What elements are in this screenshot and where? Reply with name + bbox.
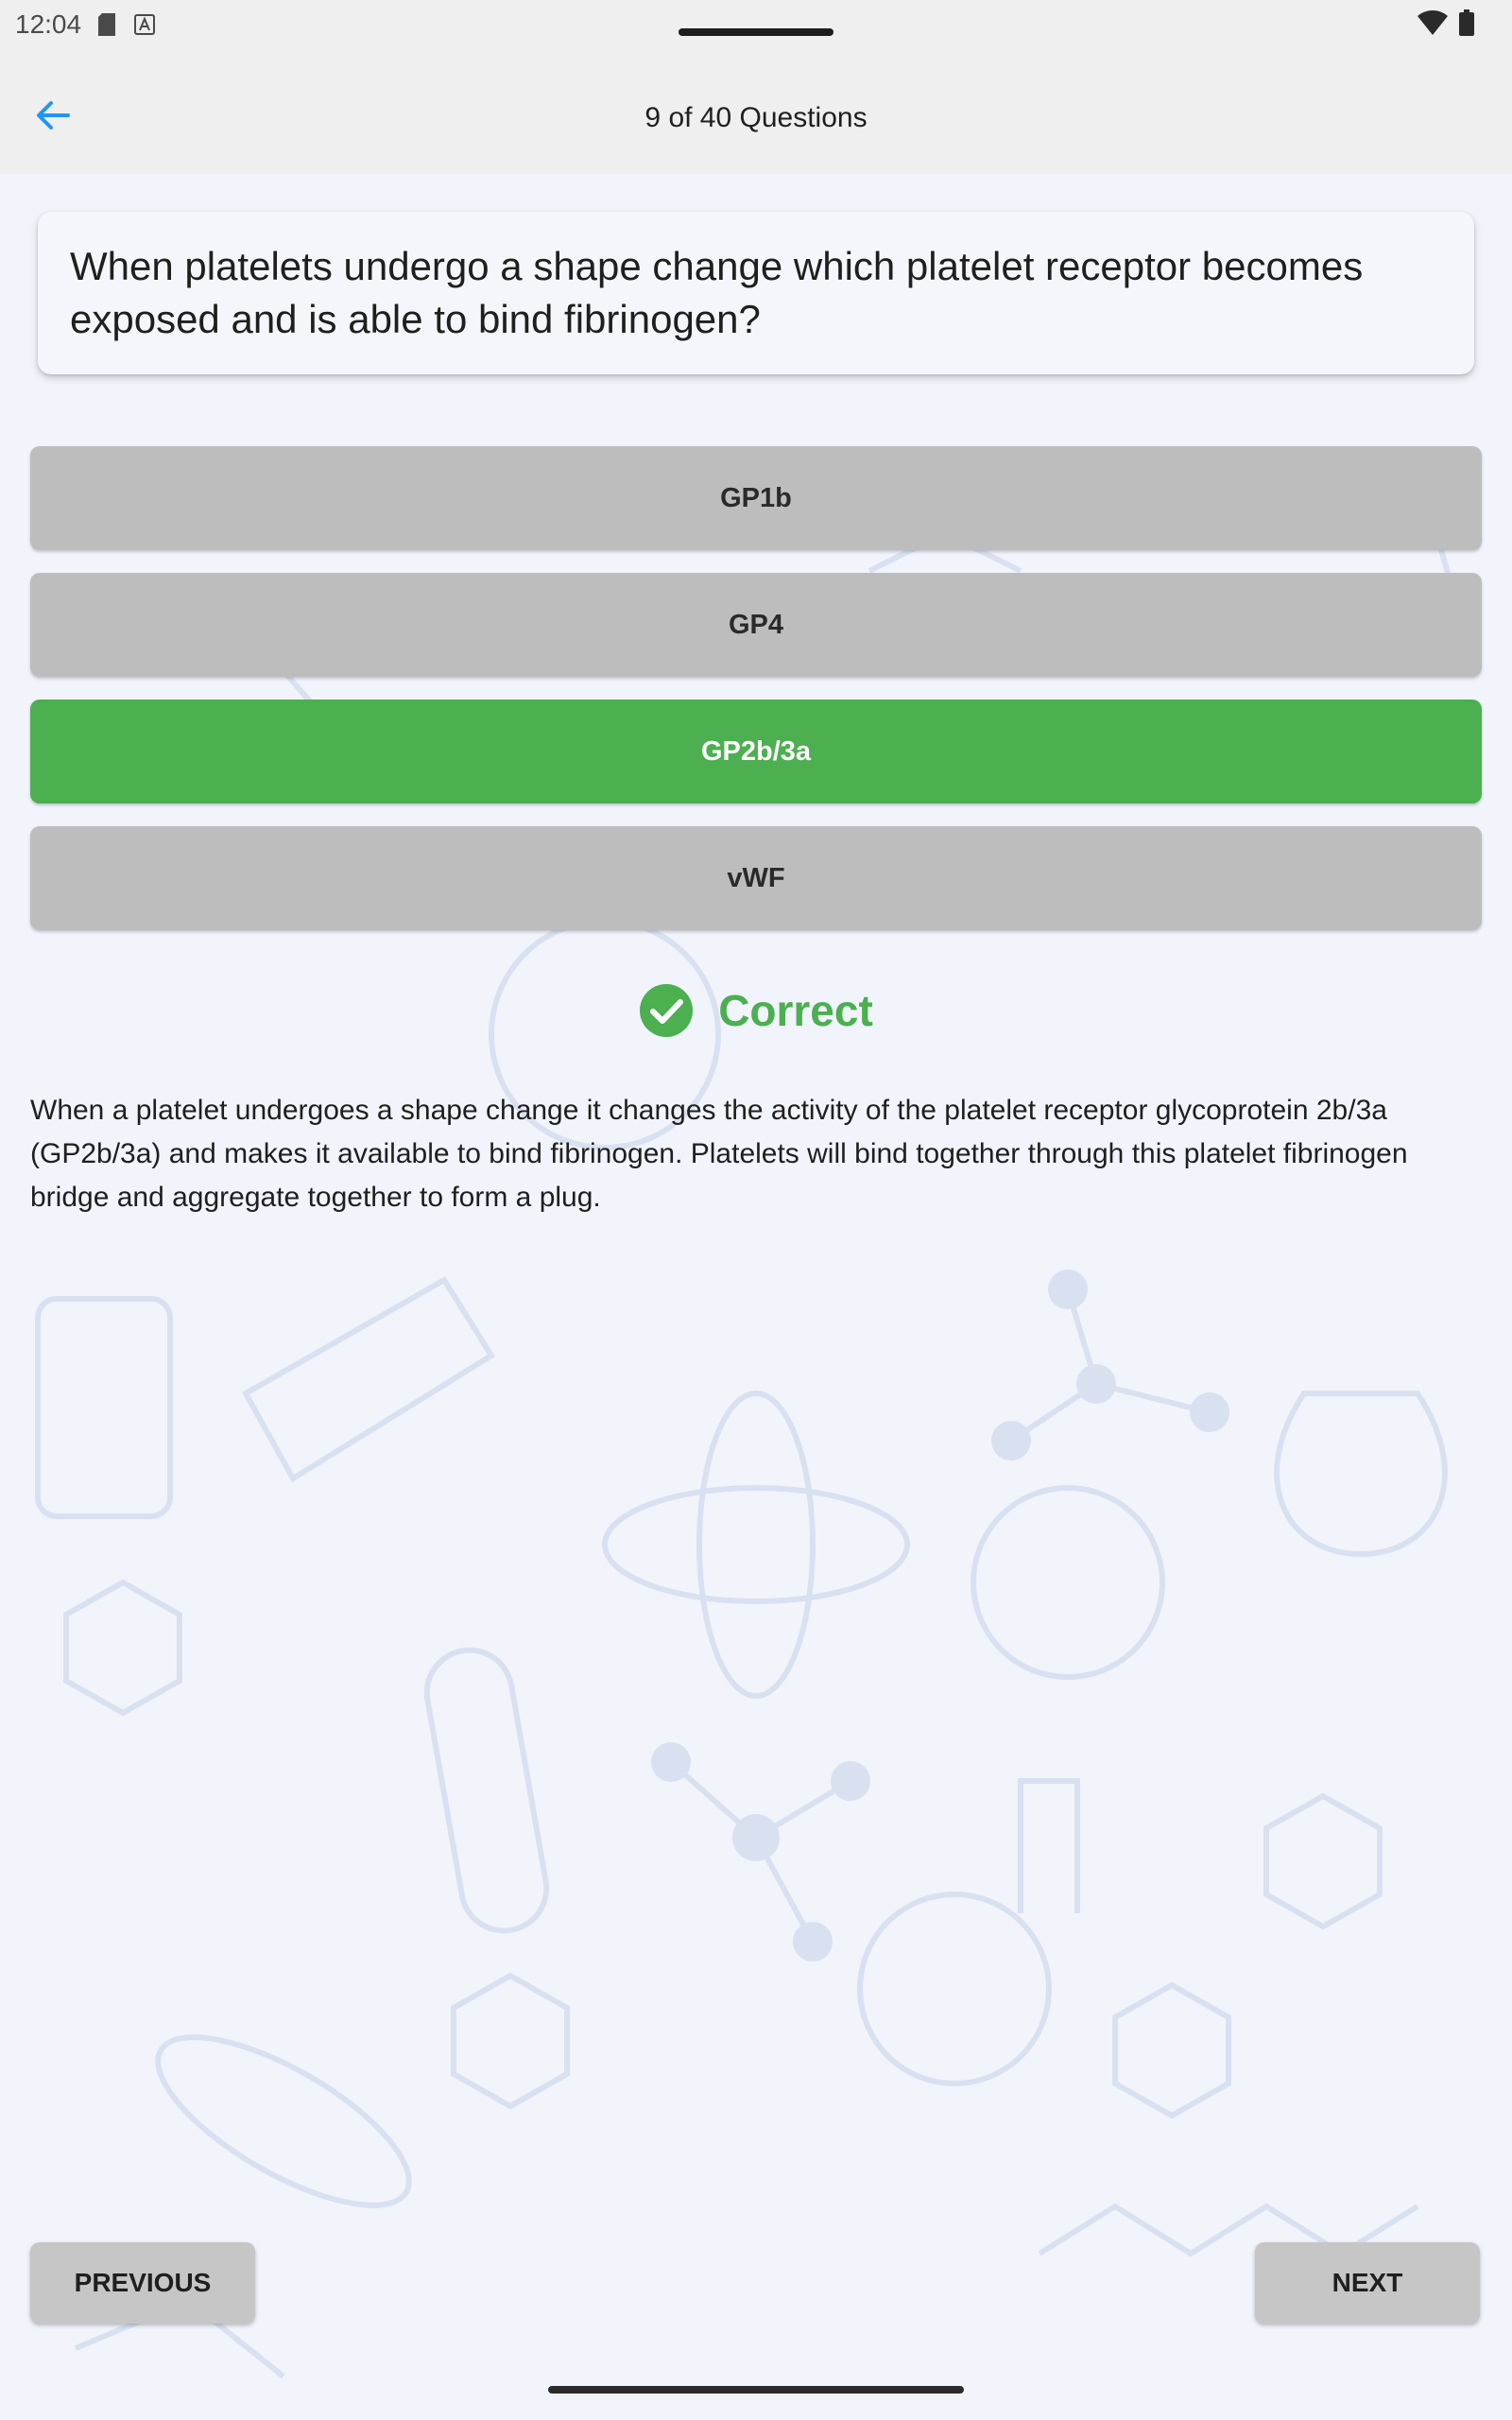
answer-option-3-correct[interactable]: GP2b/3a <box>30 700 1482 804</box>
result-indicator <box>0 983 1512 1038</box>
result-label: Correct <box>718 986 873 1035</box>
explanation-text: When a platelet undergoes a shape change it changes the activity of the platelet receptor glycoprotein 2b/3a (GP2b/3a) and makes it available to bind fibrinogen. Platelets will bind together through this platelet fibrinogen bridge and aggregate together to form a plug. <box>30 1095 1408 1213</box>
sd-card-icon <box>98 13 117 36</box>
check-circle-icon <box>639 983 694 1038</box>
app-bar <box>0 49 1512 174</box>
battery-icon <box>1459 9 1474 36</box>
answer-option-4[interactable]: vWF <box>30 826 1482 930</box>
gesture-navigation-bar[interactable] <box>548 2386 964 2394</box>
answer-option-1[interactable]: GP1b <box>30 446 1482 550</box>
answer-option-2[interactable]: GP4 <box>30 573 1482 677</box>
wifi-icon <box>1418 10 1448 35</box>
next-button[interactable]: NEXT <box>1255 2242 1480 2324</box>
status-time: 12:04 <box>15 9 82 39</box>
question-text: When platelets undergo a shape change which platelet receptor becomes exposed and is able to bind fibrinogen? <box>70 244 1364 341</box>
status-icons-left <box>98 13 155 36</box>
camera-notch-pill <box>679 28 833 36</box>
previous-button[interactable]: PREVIOUS <box>30 2242 255 2324</box>
status-bar <box>0 0 1512 49</box>
page-title: 9 of 40 Questions <box>644 102 868 133</box>
status-icons-right <box>1418 9 1474 36</box>
keyboard-a-icon <box>134 14 155 35</box>
question-card <box>38 212 1474 374</box>
